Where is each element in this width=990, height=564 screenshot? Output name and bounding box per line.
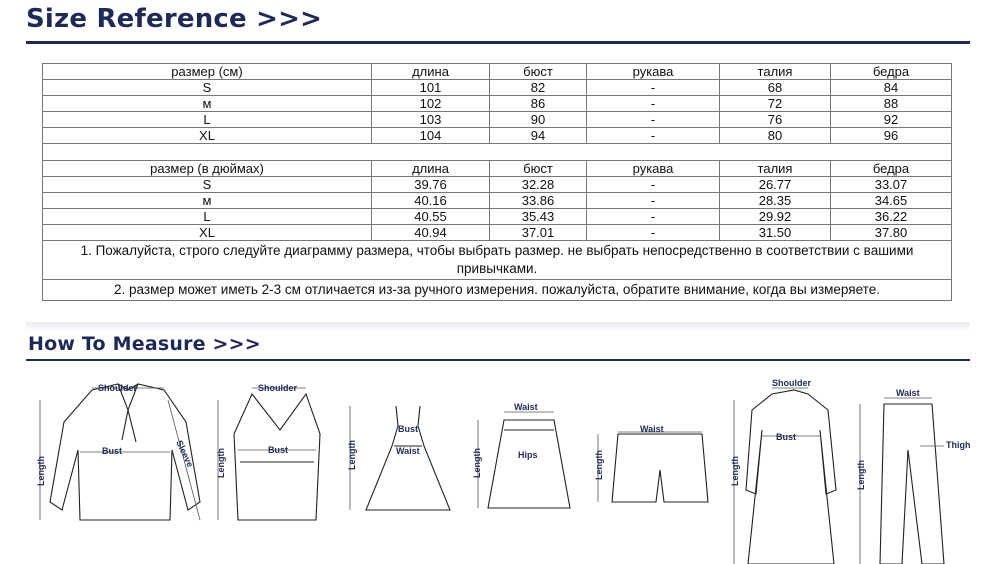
table-cell: S [43,177,372,193]
note-row [43,241,952,280]
hips-label: Hips [518,450,538,460]
table-cell: 68 [720,80,831,96]
title-divider [26,41,970,44]
length-label: Length [856,460,866,490]
table-cell: 86 [490,96,587,112]
header-cell: размер (в дюймах) [43,161,372,177]
table-cell: S [43,80,372,96]
spacer-cell [43,144,952,161]
skirt-figure [472,402,570,508]
section-divider [26,359,970,361]
measure-figures [0,370,990,564]
table-cell: L [43,112,372,128]
table-cell: - [587,193,720,209]
header-cell: размер (см) [43,64,372,80]
table-cell: 29.92 [720,209,831,225]
table-cell: - [587,96,720,112]
shoulder-label: Shoulder [98,383,138,393]
table-cell: 40.94 [372,225,490,241]
table-row [43,112,952,128]
header-cell: рукава [587,64,720,80]
table-cell: 90 [490,112,587,128]
pants-figure [856,388,971,564]
shoulder-label: Shoulder [258,383,298,393]
table-cell: 82 [490,80,587,96]
table-row [43,80,952,96]
table-cell: 92 [831,112,952,128]
table-cell: 37.80 [831,225,952,241]
table-cell: 37.01 [490,225,587,241]
size-table [42,63,952,301]
waist-label: Waist [640,424,664,434]
table-cell: м [43,96,372,112]
table-cell: 40.55 [372,209,490,225]
table-row [43,177,952,193]
table-cell: 102 [372,96,490,112]
table-cell: - [587,209,720,225]
size-reference-title: Size Reference >>> [26,4,323,34]
table-cell: 72 [720,96,831,112]
length-label: Length [347,440,357,470]
header-cell: бюст [490,64,587,80]
waist-label: Waist [396,446,420,456]
header-cell: бедра [831,161,952,177]
header-cell: талия [720,64,831,80]
table-cell: 35.43 [490,209,587,225]
table-cell: 84 [831,80,952,96]
table-cell: 103 [372,112,490,128]
length-label: Length [216,448,226,478]
header-cell: длина [372,161,490,177]
coat-figure [730,378,836,564]
table-cell: - [587,177,720,193]
note-2: 2. размер может иметь 2-3 см отличается из-за ручного измерения. пожалуйста, обратите внимание, когда вы измеряете. [43,280,952,301]
dress-figure [347,406,450,510]
table-cell: 94 [490,128,587,144]
table-cell: 28.35 [720,193,831,209]
table-cell: XL [43,128,372,144]
table-cell: L [43,209,372,225]
table-cell: 31.50 [720,225,831,241]
table-cell: 36.22 [831,209,952,225]
table-cell: 33.86 [490,193,587,209]
table-cell: 32.28 [490,177,587,193]
table-cell: 40.16 [372,193,490,209]
header-cell: длина [372,64,490,80]
length-label: Length [730,456,740,486]
table-cell: 39.76 [372,177,490,193]
table-cell: 101 [372,80,490,96]
thigh-label: Thigh [946,440,971,450]
table-cell: 88 [831,96,952,112]
vest-figure [216,383,320,520]
bust-label: Bust [398,424,418,434]
header-cell: бюст [490,161,587,177]
length-label: Length [472,448,482,478]
note-1: 1. Пожалуйста, строго следуйте диаграмму размера, чтобы выбрать размер. не выбрать непосредственно в соответствии с вашими привычками. [43,241,952,280]
table-cell: - [587,225,720,241]
how-to-measure-title: How To Measure >>> [28,333,261,355]
length-label: Length [36,456,46,486]
table-cell: 34.65 [831,193,952,209]
blouse-figure [36,383,200,520]
table-row [43,209,952,225]
bust-label: Bust [776,432,796,442]
sleeve-label: Sleeve [174,438,196,469]
length-label: Length [594,450,604,480]
table-cell: 76 [720,112,831,128]
bust-label: Bust [102,446,122,456]
table-cell: - [587,128,720,144]
table-row [43,193,952,209]
table-cell: 104 [372,128,490,144]
section-shadow [26,322,970,332]
table-spacer-row [43,144,952,161]
table-row [43,128,952,144]
note-row [43,280,952,301]
waist-label: Waist [896,388,920,398]
table-cell: - [587,112,720,128]
header-cell: рукава [587,161,720,177]
table-cell: - [587,80,720,96]
table-header-row-in [43,161,952,177]
header-cell: талия [720,161,831,177]
table-row [43,225,952,241]
header-cell: бедра [831,64,952,80]
table-cell: 80 [720,128,831,144]
waist-label: Waist [514,402,538,412]
table-cell: 33.07 [831,177,952,193]
shorts-figure [594,424,708,502]
table-cell: м [43,193,372,209]
table-cell: XL [43,225,372,241]
table-header-row-cm [43,64,952,80]
table-row [43,96,952,112]
bust-label: Bust [268,445,288,455]
table-cell: 96 [831,128,952,144]
shoulder-label: Shoulder [772,378,812,388]
table-cell: 26.77 [720,177,831,193]
